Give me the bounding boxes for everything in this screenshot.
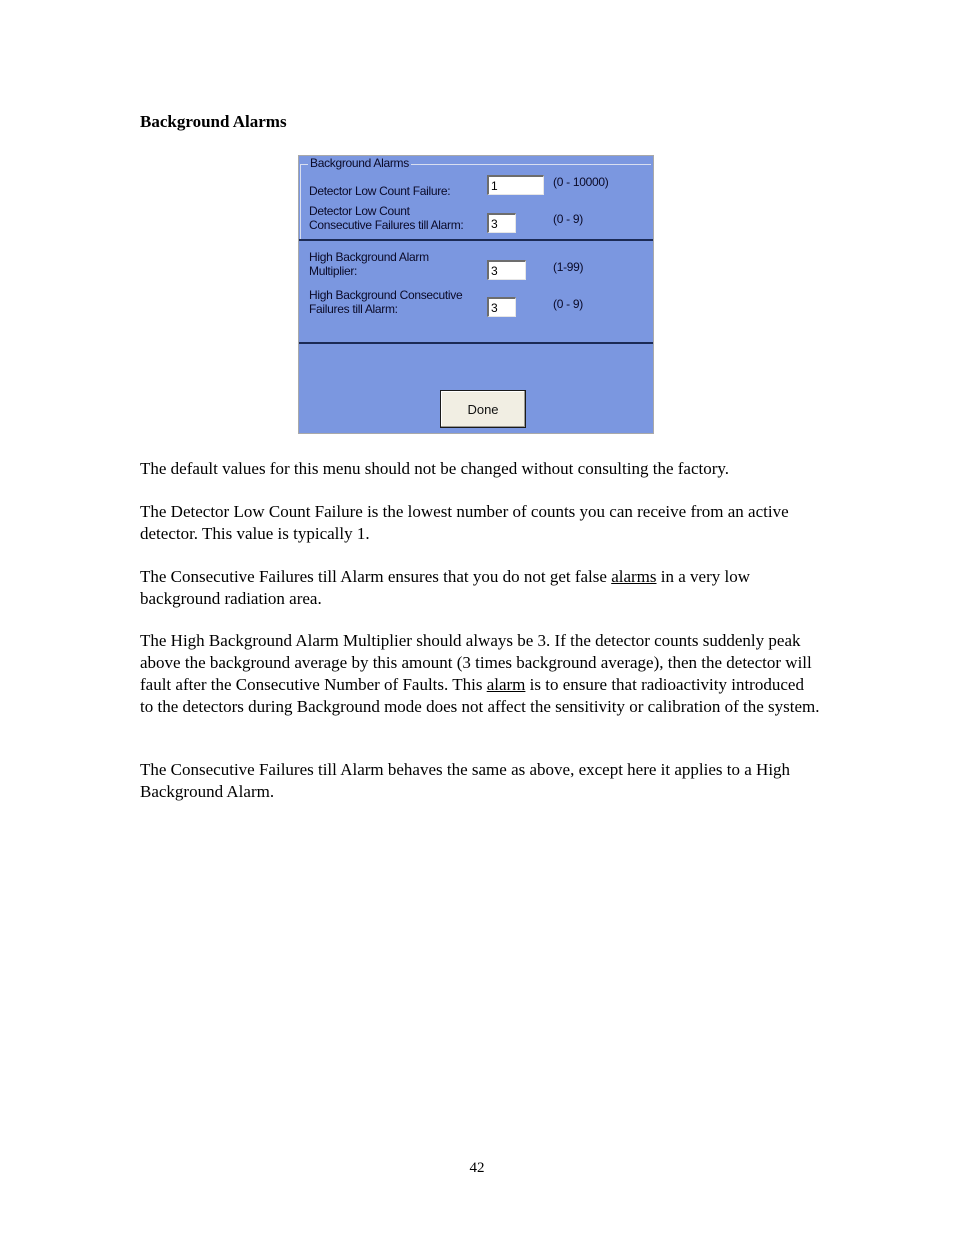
done-button[interactable]: Done [440,390,526,428]
paragraph-consecutive-failures: The Consecutive Failures till Alarm ensures that you do not get false alarms in a very low background radiation area. [140,567,750,608]
alarm-link[interactable]: alarm [486,675,526,694]
low-count-failure-input[interactable] [487,175,544,195]
section-divider [299,342,653,344]
paragraph-defaults: The default values for this menu should not be changed without consulting the factory. [140,459,730,478]
low-count-consecutive-range: (0 - 9) [553,212,583,226]
background-alarms-dialog [298,155,654,434]
group-title: Background Alarms [310,156,409,170]
low-count-consecutive-label: Detector Low Count Consecutive Failures till Alarm: [309,204,464,232]
high-bg-consecutive-input[interactable] [487,297,516,317]
alarms-link[interactable]: alarms [611,567,657,586]
low-count-consecutive-input[interactable] [487,213,516,233]
high-bg-consecutive-range: (0 - 9) [553,297,583,311]
low-count-failure-range: (0 - 10000) [553,175,609,189]
high-bg-multiplier-input[interactable] [487,260,526,280]
paragraph-high-bg-multiplier: The High Background Alarm Multiplier should always be 3. If the detector counts suddenly peak above the background average by this amount (3 times background average), then the detector will fault after the Consecutive Number of Faults. This alarm is to ensure that radioactivity introduced to the detectors during Background mode does not affect the sensitivity or calibration of the system. [140,631,820,716]
paragraph-low-count: The Detector Low Count Failure is the lowest number of counts you can receive from an active detector. This value is typically 1. [140,502,789,543]
section-heading: Background Alarms [140,112,287,131]
high-bg-consecutive-label: High Background Consecutive Failures till Alarm: [309,288,463,316]
section-divider [299,239,653,241]
high-bg-multiplier-label: High Background Alarm Multiplier: [309,250,429,278]
paragraph-high-bg-consecutive: The Consecutive Failures till Alarm behaves the same as above, except here it applies to a High Background Alarm. [140,760,791,801]
low-count-failure-label: Detector Low Count Failure: [309,184,451,198]
page-number: 42 [469,1160,485,1176]
high-bg-multiplier-range: (1-99) [553,260,584,274]
